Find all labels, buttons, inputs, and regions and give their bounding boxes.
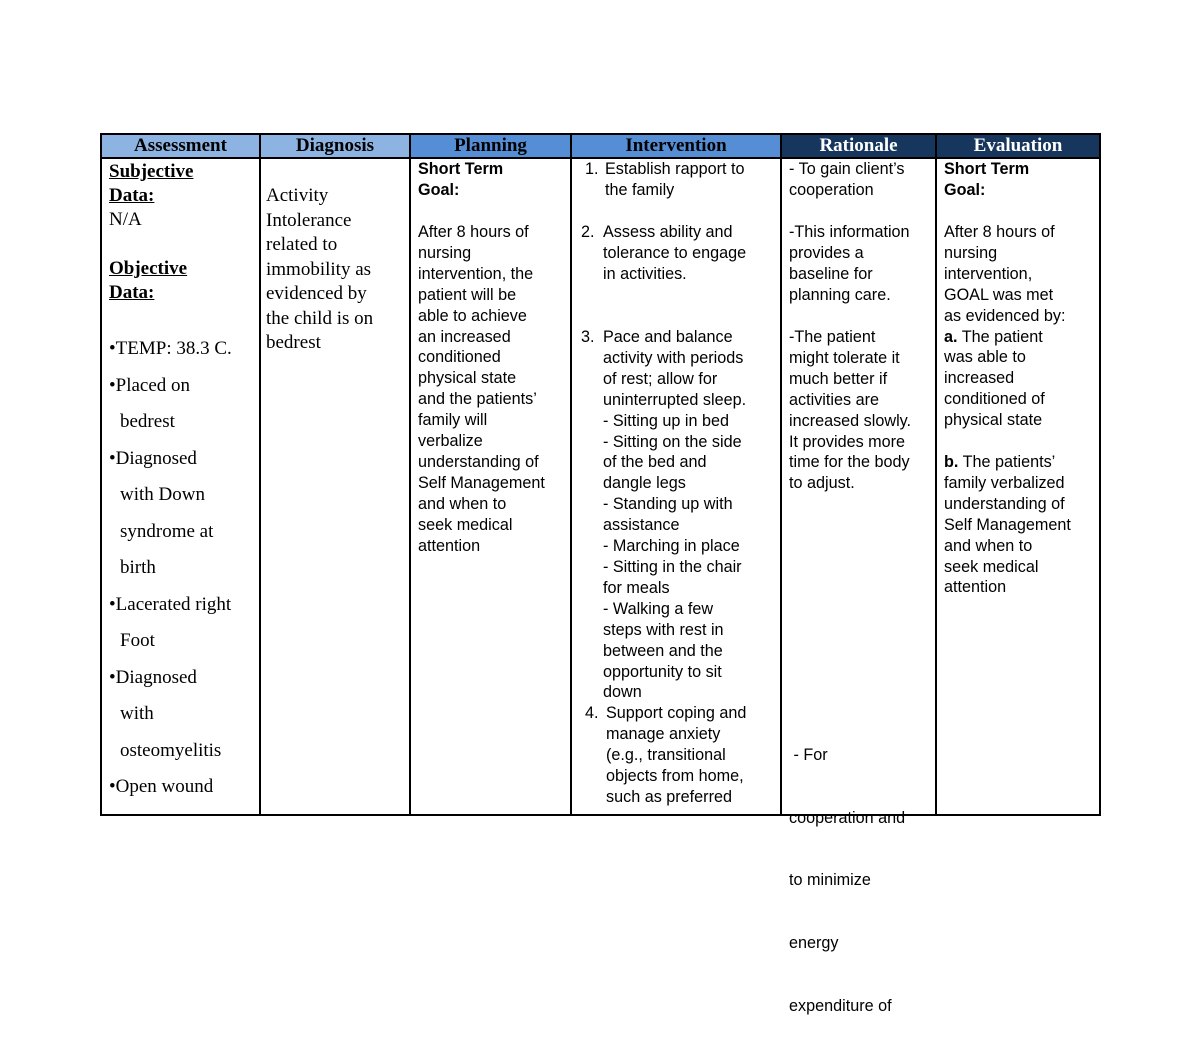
- header-rationale: Rationale: [781, 133, 936, 159]
- diagnosis-line: the child is on: [266, 307, 374, 329]
- objective-label: Objective: [109, 258, 188, 279]
- column-divider: [780, 133, 782, 816]
- bullet-icon: •: [109, 338, 116, 359]
- diagnosis-line: Activity: [266, 185, 329, 206]
- bullet-icon: •: [109, 374, 116, 396]
- rationale-item: - To gain client’s cooperation: [789, 160, 905, 199]
- list-item: •Diagnosed: [109, 447, 197, 469]
- header-assessment: Assessment: [101, 133, 260, 159]
- list-item: •Diagnosed: [109, 666, 197, 688]
- evaluation-point-a: a. The patient: [944, 327, 1043, 346]
- diagnosis-line: bedrest: [266, 332, 321, 353]
- evaluation-point-b: b. The patients’: [944, 453, 1056, 471]
- list-item: •Open wound: [109, 776, 214, 797]
- subjective-label: Data:: [109, 185, 155, 206]
- bullet-icon: •: [109, 776, 116, 797]
- header-diagnosis: Diagnosis: [260, 133, 410, 159]
- diagnosis-line: Intolerance: [266, 209, 352, 231]
- evaluation-title: Short Term: [944, 160, 1030, 178]
- list-item: •Lacerated right: [109, 593, 232, 615]
- list-item: •TEMP: 38.3 C.: [109, 338, 232, 359]
- diagnosis-line: immobility as: [266, 258, 372, 280]
- column-divider: [409, 133, 411, 816]
- list-item: •Placed on: [109, 374, 191, 396]
- column-divider: [259, 133, 261, 816]
- subjective-value: N/A: [109, 209, 142, 230]
- bullet-icon: •: [109, 593, 116, 615]
- header-intervention: Intervention: [571, 133, 781, 159]
- objective-list: •TEMP: 38.3 C. •Placed on bedrest •Diagnosed with Down syndrome at birth •Lacerated right Foot •Diagnosed with osteomyelitis •Open wound: [109, 331, 232, 806]
- rationale-item: - For cooperation and to minimize energy expenditure of: [789, 745, 906, 1015]
- planning-title: Short Term: [418, 160, 504, 178]
- objective-label: Data:: [109, 282, 155, 303]
- column-divider: [570, 133, 572, 816]
- column-divider: [935, 133, 937, 816]
- rationale-item: -This information provides a baseline for planning care.: [789, 223, 910, 304]
- diagnosis-line: related to: [266, 234, 338, 255]
- evaluation-title: Goal:: [944, 180, 986, 199]
- header-planning: Planning: [410, 133, 571, 159]
- subjective-label: Subjective: [109, 161, 194, 182]
- header-evaluation: Evaluation: [936, 133, 1100, 159]
- rationale-item: -The patient might tolerate it much better if activities are increased slowly. It provides more time for the body to adjust.: [789, 328, 912, 493]
- bullet-icon: •: [109, 447, 116, 469]
- bullet-icon: •: [109, 666, 116, 688]
- diagnosis-line: evidenced by: [266, 283, 367, 304]
- planning-title: Goal:: [418, 180, 460, 199]
